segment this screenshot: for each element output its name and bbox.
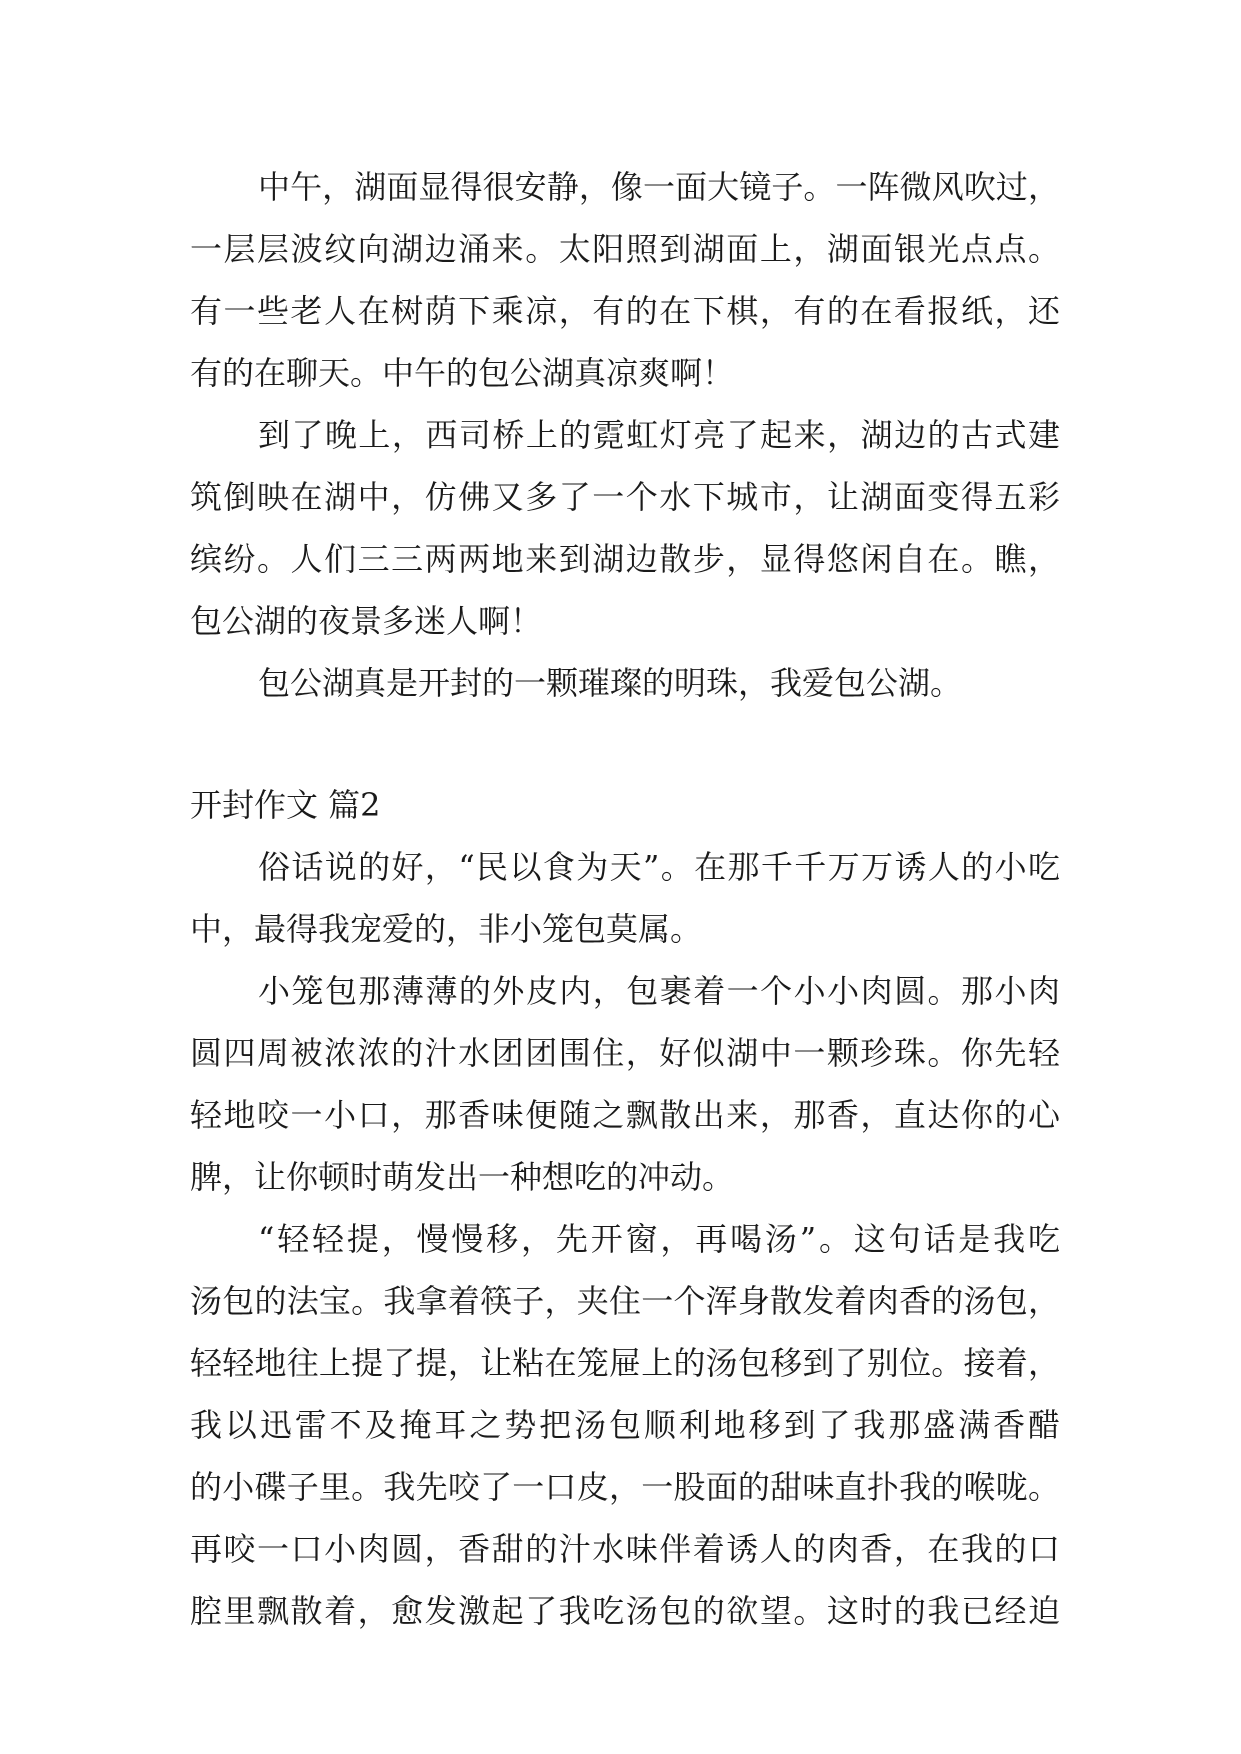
paragraph-line: 我以迅雷不及掩耳之势把汤包顺利地移到了我那盛满香醋 bbox=[190, 1406, 1060, 1444]
paragraph-line: 再咬一口小肉圆，香甜的汁水味伴着诱人的肉香，在我的口 bbox=[190, 1530, 1060, 1568]
paragraph-line: 汤包的法宝。我拿着筷子，夹住一个浑身散发着肉香的汤包， bbox=[190, 1282, 1060, 1320]
paragraph-line: 一层层波纹向湖边涌来。太阳照到湖面上，湖面银光点点。 bbox=[190, 230, 1060, 268]
section-heading: 开封作文 篇2 bbox=[190, 786, 381, 824]
paragraph-line: 的小碟子里。我先咬了一口皮，一股面的甜味直扑我的喉咙。 bbox=[190, 1468, 1060, 1506]
paragraph-line: 筑倒映在湖中，仿佛又多了一个水下城市，让湖面变得五彩 bbox=[190, 478, 1060, 516]
paragraph-line: “轻轻提，慢慢移，先开窗，再喝汤”。这句话是我吃 bbox=[258, 1220, 1060, 1258]
paragraph-line: 小笼包那薄薄的外皮内，包裹着一个小小肉圆。那小肉 bbox=[258, 972, 1060, 1010]
paragraph-line: 腔里飘散着，愈发激起了我吃汤包的欲望。这时的我已经迫 bbox=[190, 1592, 1060, 1630]
paragraph-line: 脾，让你顿时萌发出一种想吃的冲动。 bbox=[190, 1158, 735, 1196]
paragraph-line: 包公湖的夜景多迷人啊！ bbox=[190, 602, 543, 640]
paragraph-line: 轻地咬一小口，那香味便随之飘散出来，那香，直达你的心 bbox=[190, 1096, 1060, 1134]
paragraph-line: 有的在聊天。中午的包公湖真凉爽啊！ bbox=[190, 354, 735, 392]
paragraph-line: 有一些老人在树荫下乘凉，有的在下棋，有的在看报纸，还 bbox=[190, 292, 1060, 330]
paragraph-line: 到了晚上，西司桥上的霓虹灯亮了起来，湖边的古式建 bbox=[258, 416, 1060, 454]
paragraph-line: 缤纷。人们三三两两地来到湖边散步，显得悠闲自在。瞧， bbox=[190, 540, 1060, 578]
paragraph-line: 中，最得我宠爱的，非小笼包莫属。 bbox=[190, 910, 703, 948]
paragraph-line: 包公湖真是开封的一颗璀璨的明珠，我爱包公湖。 bbox=[258, 664, 963, 702]
paragraph-line: 圆四周被浓浓的汁水团团围住，好似湖中一颗珍珠。你先轻 bbox=[190, 1034, 1060, 1072]
paragraph-line: 轻轻地往上提了提，让粘在笼屉上的汤包移到了别位。接着， bbox=[190, 1344, 1060, 1382]
paragraph-line: 俗话说的好，“民以食为天”。在那千千万万诱人的小吃 bbox=[258, 848, 1060, 886]
paragraph-line: 中午，湖面显得很安静，像一面大镜子。一阵微风吹过， bbox=[258, 168, 1060, 206]
